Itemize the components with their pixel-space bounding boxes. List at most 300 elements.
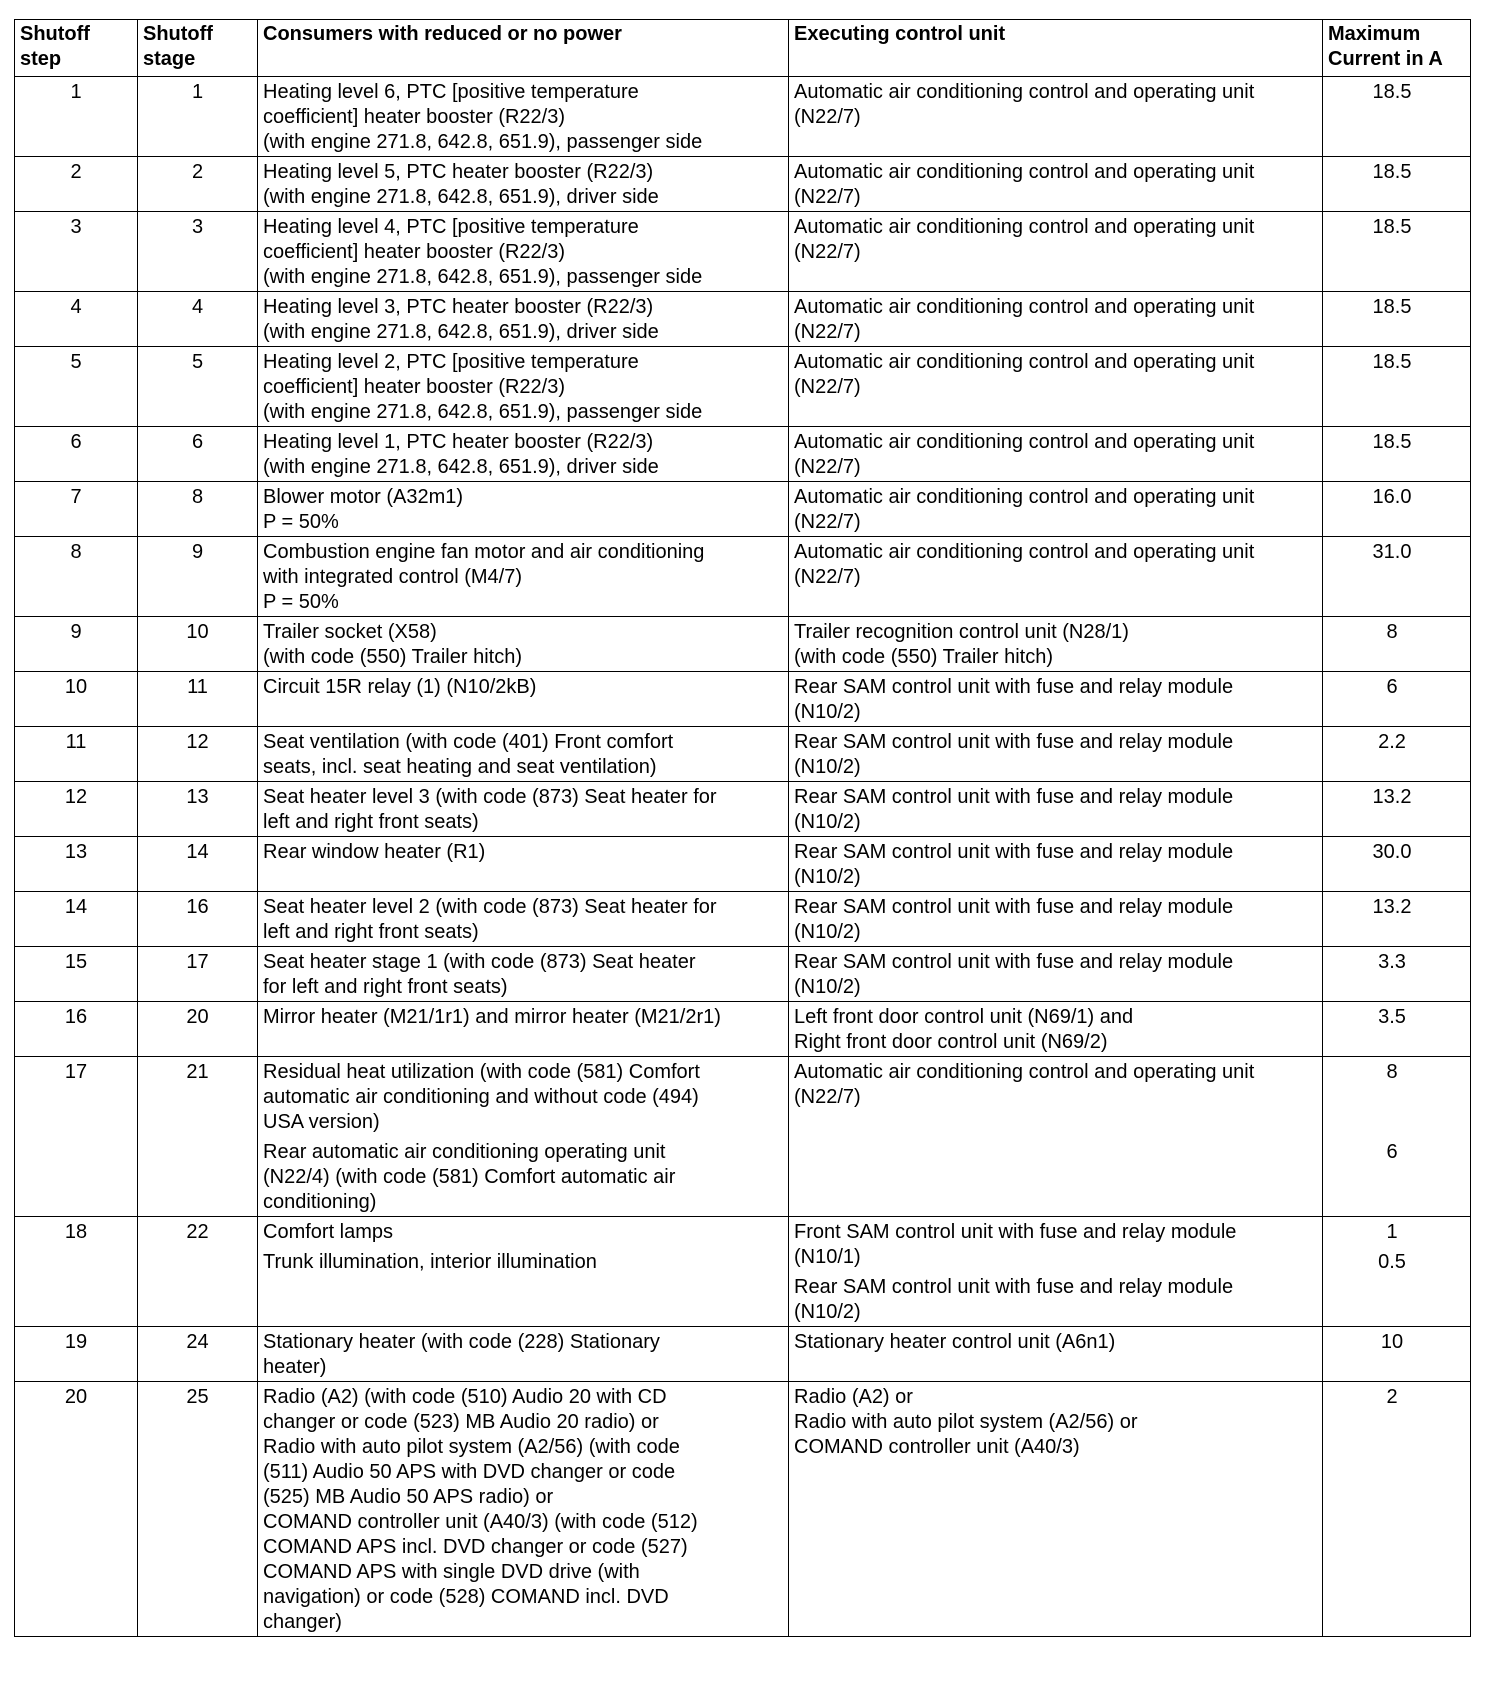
- current-entry: [1328, 1385, 1456, 1410]
- shutoff-step-value: 3: [70, 216, 82, 238]
- consumer-text: (with engine 271.8, 642.8, 651.9), passenger side: [263, 266, 703, 288]
- consumer-text: coefficient] heater booster (R22/3): [263, 106, 566, 128]
- consumer-text: COMAND APS incl. DVD changer or code (527): [263, 1536, 688, 1558]
- control-unit-text: Automatic air conditioning control and operating unit: [794, 541, 1255, 563]
- control-unit-entry: [794, 1385, 1317, 1460]
- table-row: [15, 837, 1471, 892]
- cell-consumers: [258, 77, 789, 157]
- header-consumers: Consumers with reduced or no power: [258, 20, 789, 77]
- shutoff-step-value: 13: [64, 841, 88, 863]
- cell-executing-control-unit: [789, 617, 1323, 672]
- cell-shutoff-stage: [138, 482, 258, 537]
- consumer-text: Residual heat utilization (with code (581) Comfort: [263, 1061, 700, 1083]
- cell-executing-control-unit: [789, 1217, 1323, 1327]
- cell-maximum-current: [1323, 672, 1471, 727]
- consumer-entry: [263, 160, 783, 210]
- table-row: [15, 1382, 1471, 1637]
- consumer-entry: [263, 485, 783, 535]
- cell-consumers: [258, 1382, 789, 1637]
- current-entry: [1328, 675, 1456, 700]
- shutoff-stage-value: 17: [186, 951, 209, 973]
- shutoff-stage-value: 20: [186, 1006, 209, 1028]
- control-unit-entry: [794, 1220, 1317, 1270]
- cell-shutoff-step: [15, 1057, 138, 1217]
- current-entry: [1328, 295, 1456, 320]
- cell-shutoff-step: [15, 837, 138, 892]
- cell-maximum-current: [1323, 347, 1471, 427]
- table-row: [15, 727, 1471, 782]
- current-entry: [1328, 785, 1456, 810]
- consumer-entry: [263, 1385, 783, 1635]
- consumer-text: P = 50%: [263, 591, 339, 613]
- consumer-text: (525) MB Audio 50 APS radio) or: [263, 1486, 554, 1508]
- cell-executing-control-unit: [789, 892, 1323, 947]
- current-value: 18.5: [1372, 81, 1412, 103]
- control-unit-text: Rear SAM control unit with fuse and relay module: [794, 841, 1234, 863]
- consumer-text: (N22/4) (with code (581) Comfort automatic air: [263, 1166, 676, 1188]
- table-row: [15, 1057, 1471, 1217]
- shutoff-step-value: 1: [70, 81, 82, 103]
- current-value: 18.5: [1372, 161, 1412, 183]
- current-entry: [1328, 895, 1456, 920]
- current-entry: [1328, 430, 1456, 455]
- shutoff-table: [14, 19, 1471, 1637]
- control-unit-text: Rear SAM control unit with fuse and relay module: [794, 731, 1234, 753]
- consumer-text: Heating level 4, PTC [positive temperature: [263, 216, 639, 238]
- cell-maximum-current: [1323, 727, 1471, 782]
- shutoff-stage-value: 2: [191, 161, 204, 183]
- consumer-text: Radio with auto pilot system (A2/56) (with code: [263, 1436, 680, 1458]
- table-row: [15, 427, 1471, 482]
- control-unit-text: Right front door control unit (N69/2): [794, 1031, 1108, 1053]
- cell-shutoff-stage: [138, 1382, 258, 1637]
- cell-shutoff-stage: [138, 157, 258, 212]
- control-unit-text: Automatic air conditioning control and operating unit: [794, 486, 1255, 508]
- cell-consumers: [258, 1002, 789, 1057]
- consumer-entry: [263, 620, 783, 670]
- shutoff-step-value: 2: [70, 161, 82, 183]
- current-value: 13.2: [1372, 896, 1412, 918]
- current-value: 10: [1380, 1331, 1404, 1353]
- table-header-row: [15, 20, 1471, 77]
- control-unit-text: Rear SAM control unit with fuse and relay module: [794, 786, 1234, 808]
- control-unit-text: Left front door control unit (N69/1) and: [794, 1006, 1134, 1028]
- current-entry: [1328, 1250, 1456, 1275]
- control-unit-text: (N10/2): [794, 756, 861, 778]
- control-unit-text: (N22/7): [794, 106, 861, 128]
- consumer-text: Rear automatic air conditioning operating unit: [263, 1141, 666, 1163]
- table-row: [15, 617, 1471, 672]
- cell-consumers: [258, 1217, 789, 1327]
- consumer-entry: [263, 215, 783, 290]
- table-row: [15, 672, 1471, 727]
- cell-shutoff-step: [15, 1217, 138, 1327]
- control-unit-text: (N22/7): [794, 186, 861, 208]
- shutoff-stage-value: 21: [186, 1061, 209, 1083]
- control-unit-text: (N22/7): [794, 511, 861, 533]
- consumer-text: COMAND APS with single DVD drive (with: [263, 1561, 640, 1583]
- consumer-text: Comfort lamps: [263, 1221, 394, 1243]
- cell-executing-control-unit: [789, 1327, 1323, 1382]
- consumer-text: (with engine 271.8, 642.8, 651.9), driver side: [263, 186, 659, 208]
- cell-shutoff-stage: [138, 1057, 258, 1217]
- cell-executing-control-unit: [789, 77, 1323, 157]
- consumer-text: Seat heater level 3 (with code (873) Seat heater for: [263, 786, 717, 808]
- table-row: [15, 482, 1471, 537]
- current-entry: [1328, 730, 1456, 755]
- cell-shutoff-step: [15, 482, 138, 537]
- cell-maximum-current: [1323, 537, 1471, 617]
- consumer-entry: [263, 1250, 783, 1275]
- current-value: 8: [1386, 1061, 1398, 1083]
- cell-consumers: [258, 892, 789, 947]
- cell-maximum-current: [1323, 1057, 1471, 1217]
- shutoff-step-value: 7: [70, 486, 82, 508]
- consumer-entry: [263, 1005, 783, 1030]
- control-unit-entry: [794, 485, 1317, 535]
- current-value: 16.0: [1372, 486, 1412, 508]
- consumer-text: Blower motor (A32m1): [263, 486, 464, 508]
- cell-consumers: [258, 537, 789, 617]
- cell-executing-control-unit: [789, 482, 1323, 537]
- cell-shutoff-stage: [138, 837, 258, 892]
- table-row: [15, 537, 1471, 617]
- consumer-text: Heating level 2, PTC [positive temperature: [263, 351, 639, 373]
- cell-executing-control-unit: [789, 1382, 1323, 1637]
- current-entry: [1328, 485, 1456, 510]
- consumer-text: (with engine 271.8, 642.8, 651.9), driver side: [263, 321, 659, 343]
- cell-shutoff-stage: [138, 347, 258, 427]
- consumer-text: Seat ventilation (with code (401) Front comfort: [263, 731, 674, 753]
- control-unit-text: (N22/7): [794, 376, 861, 398]
- consumer-text: Radio (A2) (with code (510) Audio 20 with CD: [263, 1386, 667, 1408]
- cell-consumers: [258, 157, 789, 212]
- shutoff-step-value: 16: [64, 1006, 88, 1028]
- cell-maximum-current: [1323, 947, 1471, 1002]
- cell-shutoff-stage: [138, 427, 258, 482]
- control-unit-text: Automatic air conditioning control and operating unit: [794, 161, 1255, 183]
- shutoff-stage-value: 14: [186, 841, 209, 863]
- current-entry: [1328, 540, 1456, 565]
- control-unit-text: COMAND controller unit (A40/3): [794, 1436, 1080, 1458]
- current-value: 6: [1386, 1141, 1398, 1163]
- control-unit-entry: [794, 950, 1317, 1000]
- consumer-entry: [263, 1060, 783, 1135]
- control-unit-text: Rear SAM control unit with fuse and relay module: [794, 896, 1234, 918]
- shutoff-step-value: 18: [64, 1221, 88, 1243]
- current-entry: [1328, 840, 1456, 865]
- control-unit-text: Automatic air conditioning control and operating unit: [794, 351, 1255, 373]
- current-entry: [1328, 1220, 1456, 1245]
- control-unit-entry: [794, 620, 1317, 670]
- header-executing-control-unit: Executing control unit: [789, 20, 1323, 77]
- current-value: 0.5: [1378, 1251, 1406, 1273]
- control-unit-text: (N22/7): [794, 321, 861, 343]
- cell-shutoff-step: [15, 157, 138, 212]
- control-unit-text: (N10/1): [794, 1246, 861, 1268]
- current-value: 3.5: [1378, 1006, 1406, 1028]
- current-value: 3.3: [1378, 951, 1406, 973]
- header-shutoff-step: Shutoff step: [15, 20, 138, 77]
- control-unit-text: Radio with auto pilot system (A2/56) or: [794, 1411, 1138, 1433]
- control-unit-entry: [794, 1005, 1317, 1055]
- current-entry: [1328, 950, 1456, 975]
- cell-shutoff-step: [15, 427, 138, 482]
- current-entry: [1328, 215, 1456, 240]
- current-value: 1: [1386, 1221, 1398, 1243]
- control-unit-entry: [794, 1275, 1317, 1325]
- cell-shutoff-step: [15, 892, 138, 947]
- cell-shutoff-step: [15, 347, 138, 427]
- current-value: 18.5: [1372, 351, 1412, 373]
- shutoff-stage-value: 6: [191, 431, 204, 453]
- control-unit-text: Automatic air conditioning control and operating unit: [794, 431, 1255, 453]
- shutoff-stage-value: 4: [191, 296, 204, 318]
- control-unit-entry: [794, 540, 1317, 590]
- cell-executing-control-unit: [789, 157, 1323, 212]
- current-value: 18.5: [1372, 431, 1412, 453]
- control-unit-text: Rear SAM control unit with fuse and relay module: [794, 1276, 1234, 1298]
- table-row: [15, 77, 1471, 157]
- consumer-text: heater): [263, 1356, 327, 1378]
- table-row: [15, 947, 1471, 1002]
- current-value: 18.5: [1372, 296, 1412, 318]
- current-value: 8: [1386, 621, 1398, 643]
- control-unit-entry: [794, 350, 1317, 400]
- consumer-text: coefficient] heater booster (R22/3): [263, 241, 566, 263]
- control-unit-entry: [794, 1330, 1317, 1355]
- control-unit-entry: [794, 215, 1317, 265]
- cell-maximum-current: [1323, 212, 1471, 292]
- control-unit-text: (N10/2): [794, 701, 861, 723]
- current-value: 18.5: [1372, 216, 1412, 238]
- shutoff-step-value: 14: [64, 896, 88, 918]
- cell-consumers: [258, 672, 789, 727]
- header-shutoff-stage: Shutoff stage: [138, 20, 258, 77]
- cell-executing-control-unit: [789, 427, 1323, 482]
- current-entry: [1328, 1060, 1456, 1085]
- consumer-text: with integrated control (M4/7): [263, 566, 523, 588]
- control-unit-text: Rear SAM control unit with fuse and relay module: [794, 676, 1234, 698]
- consumer-text: left and right front seats): [263, 811, 479, 833]
- shutoff-stage-value: 1: [191, 81, 204, 103]
- control-unit-text: Automatic air conditioning control and operating unit: [794, 81, 1255, 103]
- consumer-text: for left and right front seats): [263, 976, 508, 998]
- table-row: [15, 1327, 1471, 1382]
- shutoff-step-value: 9: [70, 621, 82, 643]
- cell-executing-control-unit: [789, 837, 1323, 892]
- cell-maximum-current: [1323, 1327, 1471, 1382]
- control-unit-entry: [794, 730, 1317, 780]
- control-unit-text: Automatic air conditioning control and operating unit: [794, 216, 1255, 238]
- cell-shutoff-step: [15, 727, 138, 782]
- current-entry: [1328, 80, 1456, 105]
- consumer-text: (with engine 271.8, 642.8, 651.9), passenger side: [263, 401, 703, 423]
- cell-shutoff-step: [15, 77, 138, 157]
- header-maximum-current: Maximum Current in A: [1323, 20, 1471, 77]
- consumer-text: Circuit 15R relay (1) (N10/2kB): [263, 676, 537, 698]
- cell-maximum-current: [1323, 1382, 1471, 1637]
- shutoff-stage-value: 8: [191, 486, 204, 508]
- consumer-text: (511) Audio 50 APS with DVD changer or code: [263, 1461, 676, 1483]
- consumer-entry: [263, 80, 783, 155]
- cell-maximum-current: [1323, 77, 1471, 157]
- cell-executing-control-unit: [789, 782, 1323, 837]
- control-unit-text: Automatic air conditioning control and operating unit: [794, 296, 1255, 318]
- consumer-text: Rear window heater (R1): [263, 841, 486, 863]
- consumer-entry: [263, 895, 783, 945]
- consumer-entry: [263, 1140, 783, 1215]
- cell-shutoff-step: [15, 537, 138, 617]
- control-unit-text: (N10/2): [794, 811, 861, 833]
- cell-maximum-current: [1323, 837, 1471, 892]
- shutoff-step-value: 4: [70, 296, 82, 318]
- cell-consumers: [258, 617, 789, 672]
- table-row: [15, 1002, 1471, 1057]
- table-row: [15, 347, 1471, 427]
- table-row: [15, 292, 1471, 347]
- cell-consumers: [258, 212, 789, 292]
- consumer-text: Heating level 6, PTC [positive temperature: [263, 81, 639, 103]
- table-row: [15, 1217, 1471, 1327]
- control-unit-entry: [794, 895, 1317, 945]
- shutoff-stage-value: 9: [191, 541, 204, 563]
- cell-consumers: [258, 292, 789, 347]
- control-unit-entry: [794, 430, 1317, 480]
- control-unit-text: Front SAM control unit with fuse and relay module: [794, 1221, 1237, 1243]
- table-row: [15, 212, 1471, 292]
- consumer-text: coefficient] heater booster (R22/3): [263, 376, 566, 398]
- control-unit-text: (N22/7): [794, 566, 861, 588]
- cell-executing-control-unit: [789, 1057, 1323, 1217]
- table-row: [15, 892, 1471, 947]
- cell-maximum-current: [1323, 482, 1471, 537]
- shutoff-stage-value: 22: [186, 1221, 209, 1243]
- cell-executing-control-unit: [789, 537, 1323, 617]
- shutoff-step-value: 8: [70, 541, 82, 563]
- cell-shutoff-stage: [138, 782, 258, 837]
- cell-shutoff-step: [15, 947, 138, 1002]
- consumer-text: Mirror heater (M21/1r1) and mirror heater (M21/2r1): [263, 1006, 721, 1028]
- consumer-entry: [263, 730, 783, 780]
- cell-shutoff-stage: [138, 1002, 258, 1057]
- control-unit-entry: [794, 80, 1317, 130]
- cell-shutoff-step: [15, 1382, 138, 1637]
- control-unit-entry: [794, 1060, 1317, 1110]
- shutoff-stage-value: 12: [186, 731, 209, 753]
- shutoff-step-value: 20: [64, 1386, 88, 1408]
- consumer-text: Trunk illumination, interior illumination: [263, 1251, 597, 1273]
- control-unit-text: (N10/2): [794, 976, 861, 998]
- table-body: [15, 77, 1471, 1637]
- cell-maximum-current: [1323, 427, 1471, 482]
- control-unit-text: (N10/2): [794, 866, 861, 888]
- cell-executing-control-unit: [789, 727, 1323, 782]
- control-unit-text: (N22/7): [794, 241, 861, 263]
- consumer-entry: [263, 430, 783, 480]
- cell-shutoff-step: [15, 212, 138, 292]
- shutoff-step-value: 17: [64, 1061, 88, 1083]
- control-unit-text: (N22/7): [794, 456, 861, 478]
- consumer-text: left and right front seats): [263, 921, 479, 943]
- consumer-text: Trailer socket (X58): [263, 621, 437, 643]
- cell-shutoff-stage: [138, 1327, 258, 1382]
- cell-shutoff-step: [15, 782, 138, 837]
- consumer-text: Combustion engine fan motor and air conditioning: [263, 541, 705, 563]
- control-unit-text: (N10/2): [794, 921, 861, 943]
- shutoff-stage-value: 3: [191, 216, 204, 238]
- shutoff-step-value: 10: [64, 676, 88, 698]
- cell-shutoff-stage: [138, 1217, 258, 1327]
- cell-shutoff-stage: [138, 537, 258, 617]
- control-unit-text: (with code (550) Trailer hitch): [794, 646, 1053, 668]
- consumer-text: Heating level 3, PTC heater booster (R22/3): [263, 296, 654, 318]
- consumer-text: P = 50%: [263, 511, 339, 533]
- consumer-entry: [263, 840, 783, 865]
- current-value: 2.2: [1378, 731, 1406, 753]
- current-value: 30.0: [1372, 841, 1412, 863]
- shutoff-step-value: 6: [70, 431, 82, 453]
- cell-executing-control-unit: [789, 947, 1323, 1002]
- control-unit-text: Automatic air conditioning control and operating unit: [794, 1061, 1255, 1083]
- consumer-entry: [263, 950, 783, 1000]
- current-entry: [1328, 620, 1456, 645]
- shutoff-step-value: 12: [64, 786, 88, 808]
- cell-consumers: [258, 1327, 789, 1382]
- shutoff-stage-value: 5: [191, 351, 204, 373]
- cell-maximum-current: [1323, 1217, 1471, 1327]
- consumer-text: (with engine 271.8, 642.8, 651.9), passenger side: [263, 131, 703, 153]
- consumer-text: seats, incl. seat heating and seat ventilation): [263, 756, 657, 778]
- cell-consumers: [258, 1057, 789, 1217]
- shutoff-stage-value: 16: [186, 896, 209, 918]
- consumer-text: COMAND controller unit (A40/3) (with code (512): [263, 1511, 698, 1533]
- shutoff-step-value: 5: [70, 351, 82, 373]
- shutoff-step-value: 11: [65, 731, 87, 753]
- control-unit-entry: [794, 785, 1317, 835]
- control-unit-text: Stationary heater control unit (A6n1): [794, 1331, 1116, 1353]
- shutoff-step-value: 15: [64, 951, 88, 973]
- cell-shutoff-stage: [138, 617, 258, 672]
- cell-maximum-current: [1323, 617, 1471, 672]
- current-entry: [1328, 350, 1456, 375]
- current-entry: [1328, 1140, 1456, 1165]
- control-unit-entry: [794, 840, 1317, 890]
- cell-consumers: [258, 837, 789, 892]
- cell-consumers: [258, 727, 789, 782]
- consumer-text: changer or code (523) MB Audio 20 radio) or: [263, 1411, 659, 1433]
- consumer-entry: [263, 540, 783, 615]
- cell-shutoff-stage: [138, 892, 258, 947]
- consumer-text: Heating level 1, PTC heater booster (R22/3): [263, 431, 654, 453]
- cell-maximum-current: [1323, 1002, 1471, 1057]
- shutoff-stage-value: 10: [186, 621, 209, 643]
- cell-maximum-current: [1323, 892, 1471, 947]
- cell-shutoff-stage: [138, 77, 258, 157]
- consumer-entry: [263, 295, 783, 345]
- cell-consumers: [258, 947, 789, 1002]
- cell-consumers: [258, 347, 789, 427]
- cell-shutoff-step: [15, 1327, 138, 1382]
- control-unit-entry: [794, 160, 1317, 210]
- consumer-text: navigation) or code (528) COMAND incl. DVD: [263, 1586, 669, 1608]
- consumer-text: Seat heater stage 1 (with code (873) Seat heater: [263, 951, 696, 973]
- current-entry: [1328, 1330, 1456, 1355]
- shutoff-stage-value: 13: [186, 786, 209, 808]
- consumer-text: Heating level 5, PTC heater booster (R22/3): [263, 161, 654, 183]
- cell-maximum-current: [1323, 292, 1471, 347]
- cell-shutoff-step: [15, 1002, 138, 1057]
